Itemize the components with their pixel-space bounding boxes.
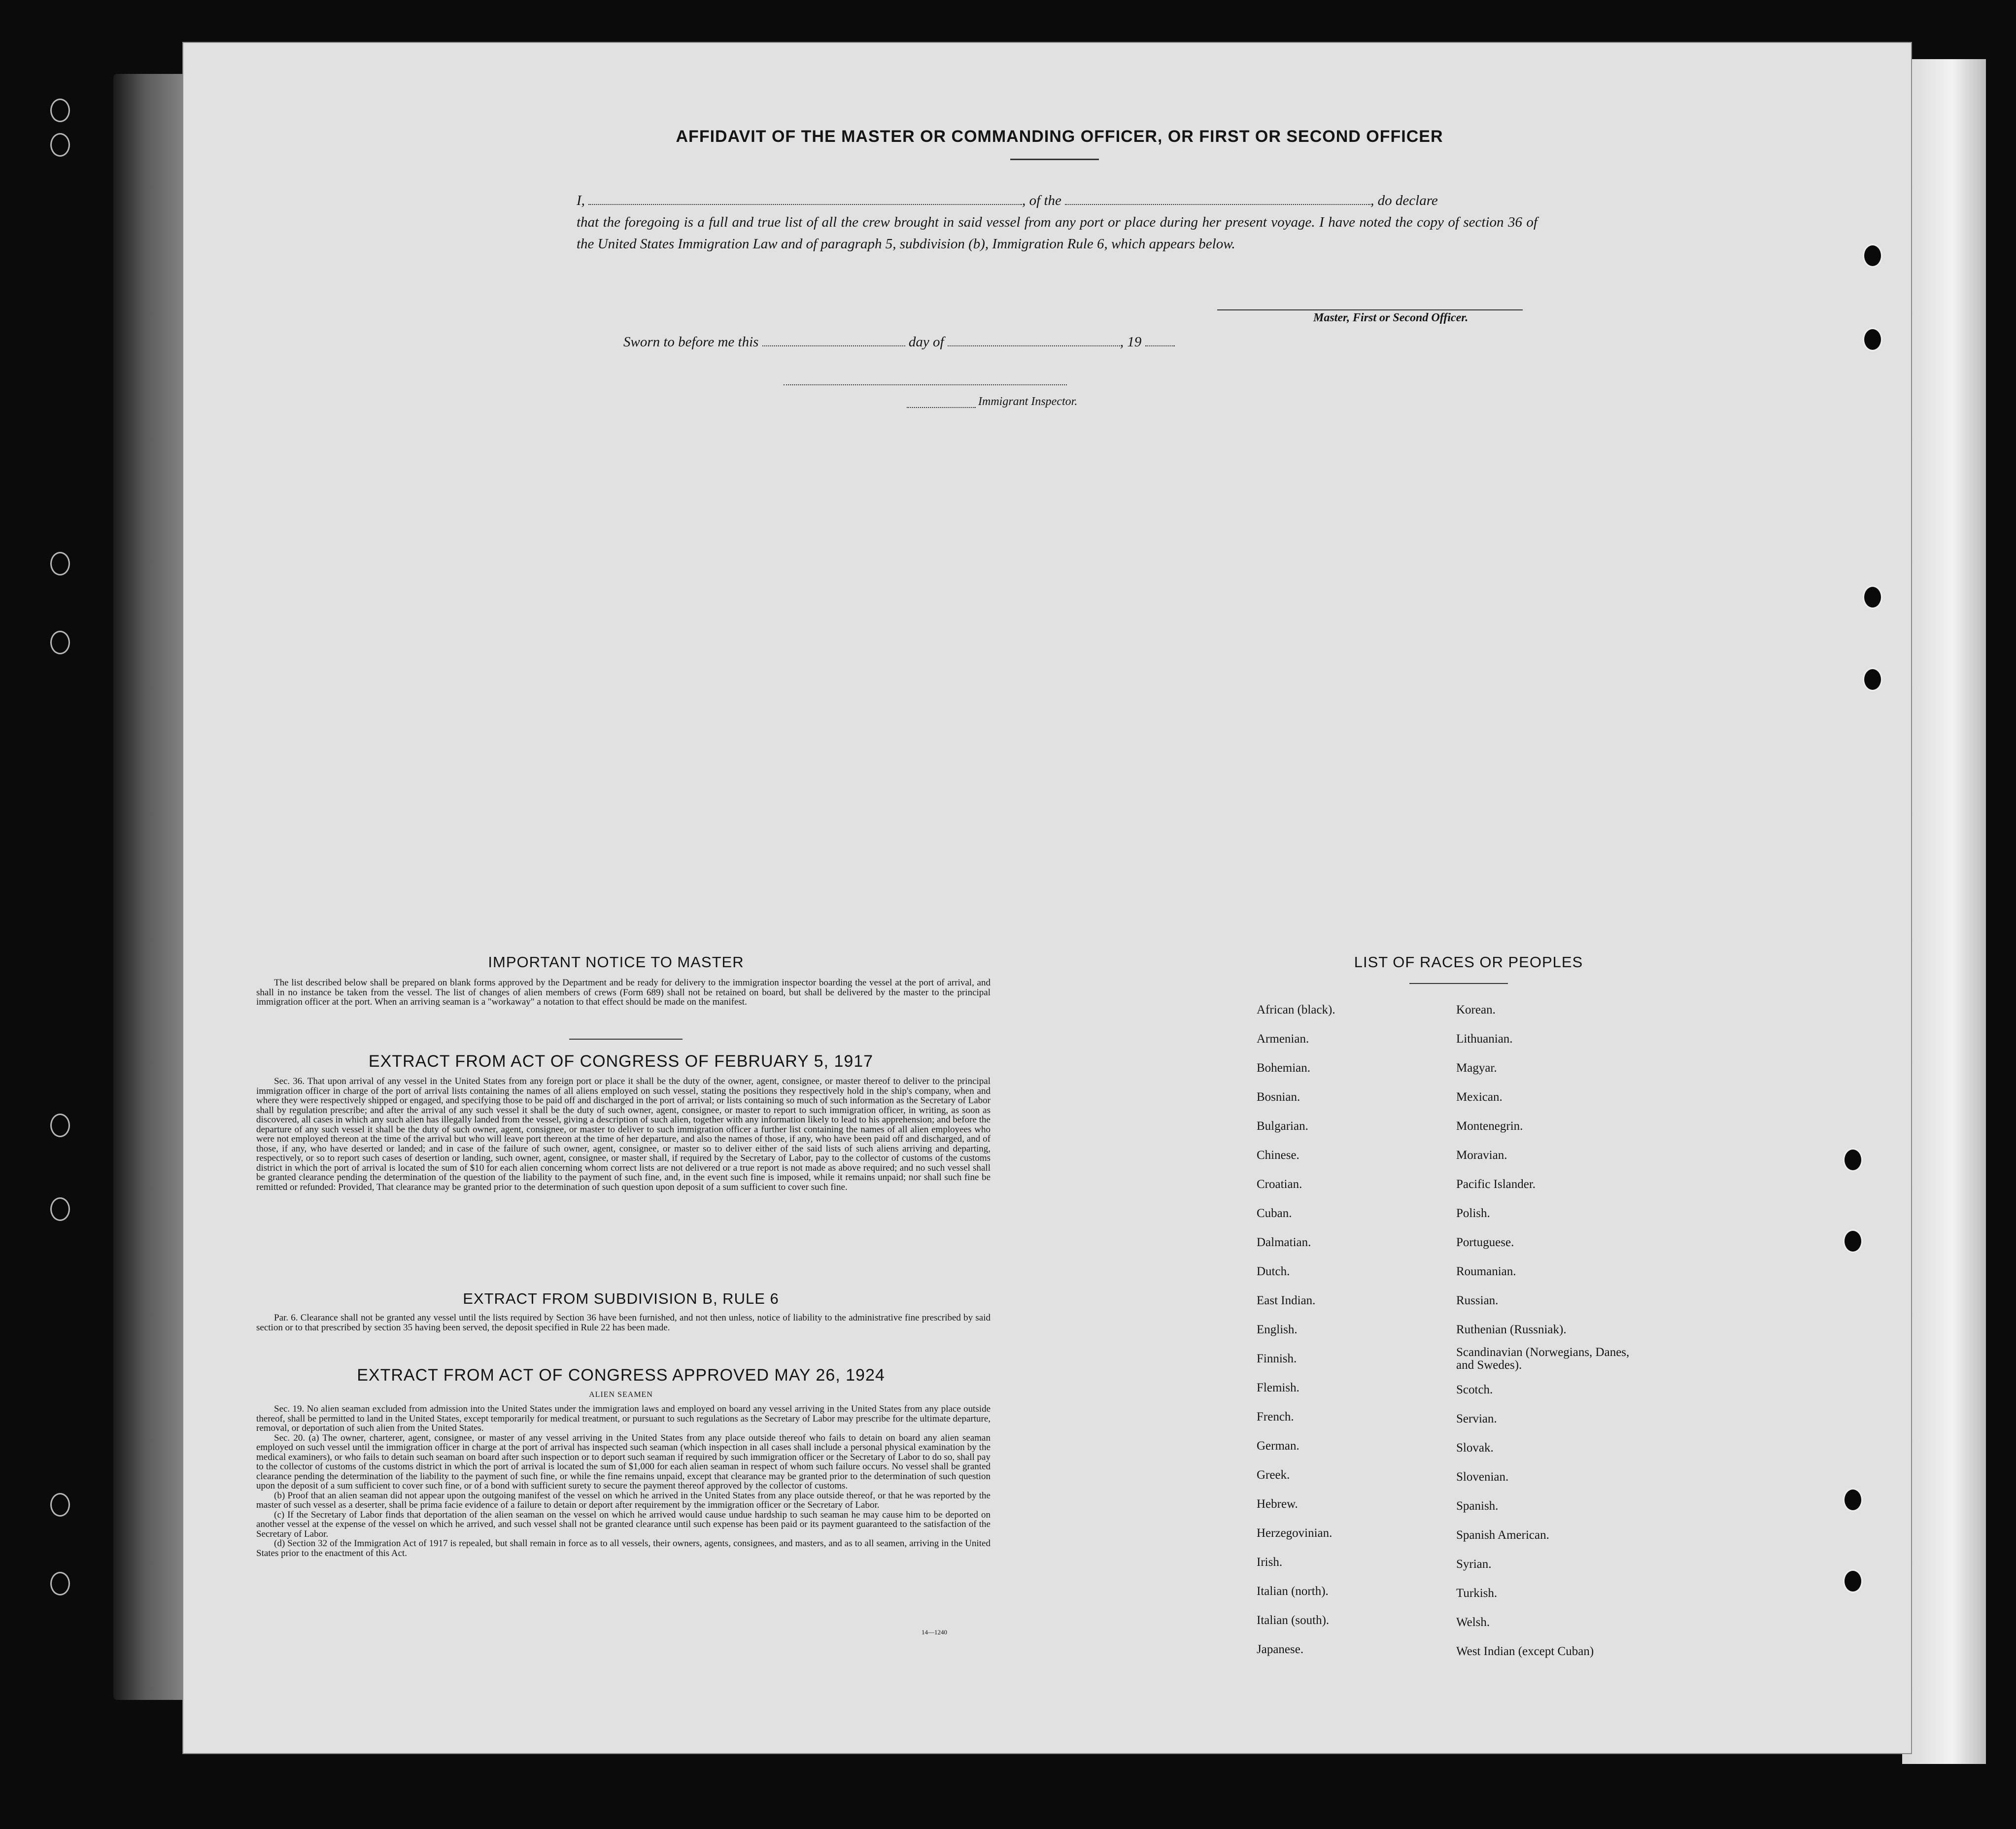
race-item: West Indian (except Cuban) — [1456, 1645, 1594, 1658]
race-item: Russian. — [1456, 1294, 1499, 1307]
race-item: Moravian. — [1456, 1149, 1507, 1162]
underlying-sheet-edge — [1902, 59, 1986, 1764]
inspector-caption: Immigrant Inspector. — [978, 395, 1078, 408]
sworn-label: Sworn to before me this — [623, 334, 759, 350]
punch-hole — [50, 1114, 70, 1137]
form-number: 14—1240 — [922, 1628, 947, 1636]
race-item: Lithuanian. — [1456, 1032, 1513, 1046]
race-item: Spanish. — [1456, 1499, 1499, 1513]
race-item: Hebrew. — [1257, 1497, 1298, 1511]
punch-hole — [50, 1197, 70, 1221]
race-item: Armenian. — [1257, 1032, 1309, 1046]
officer-name-field[interactable] — [588, 204, 1022, 205]
race-item: Japanese. — [1257, 1643, 1304, 1656]
punch-hole — [1863, 244, 1882, 268]
race-item: Croatian. — [1257, 1178, 1302, 1191]
day-of-label: day of — [908, 334, 944, 350]
race-item: African (black). — [1257, 1003, 1335, 1016]
race-item: East Indian. — [1257, 1294, 1316, 1307]
affidavit-title: AFFIDAVIT OF THE MASTER OR COMMANDING OFFICER, OR FIRST OR SECOND OFFICER — [676, 127, 1443, 146]
punch-hole — [50, 1493, 70, 1517]
punch-hole — [50, 133, 70, 157]
extract-1924-title: EXTRACT FROM ACT OF CONGRESS APPROVED MAY 26, 1924 — [357, 1366, 885, 1385]
race-item: Dalmatian. — [1257, 1236, 1311, 1249]
punch-hole — [1843, 1148, 1863, 1172]
races-title: LIST OF RACES OR PEOPLES — [1354, 953, 1583, 971]
affidavit-declaration-line — [577, 190, 1538, 211]
vessel-name-field[interactable] — [1065, 204, 1370, 205]
race-item: English. — [1257, 1323, 1298, 1336]
affidavit-body: that the foregoing is a full and true list of all the crew brought in said vessel from any port or place during her present voyage. I have noted the copy of section 36 of the United States Immigration Law and of paragraph 5, subdivision (b), Immigration Rule 6, which appears below. — [577, 214, 1538, 252]
race-item: Dutch. — [1257, 1265, 1290, 1278]
affidavit-title-rule — [1010, 159, 1099, 160]
master-signature-line[interactable] — [1217, 309, 1523, 310]
race-item: Polish. — [1456, 1207, 1490, 1220]
race-item: Portuguese. — [1456, 1236, 1514, 1249]
punch-hole — [1843, 1569, 1863, 1593]
affidavit-do-declare: , do declare — [1370, 193, 1438, 208]
race-item: Herzegovinian. — [1257, 1526, 1333, 1540]
extract-1924-body — [256, 1404, 991, 1558]
race-item: German. — [1257, 1439, 1299, 1453]
race-item: Greek. — [1257, 1468, 1290, 1482]
inspector-signature-line[interactable] — [784, 384, 1067, 385]
race-item: Turkish. — [1456, 1587, 1498, 1600]
scanner-edge-left — [113, 74, 192, 1700]
sec19-text: Sec. 19. No alien seaman excluded from admission into the United States under the immigration laws and employed on board any vessel arriving in the United States from any place outside thereof, shall be permitted to land in the United States, except temporarily for medical treatment, or pursuant to such regulations as the Secretary of Labor may prescribe for the ultimate departure, removal, or deportation of such alien from the United States. — [256, 1404, 991, 1433]
affidavit-of-the: , of the — [1022, 193, 1061, 208]
notice-text: The list described below shall be prepared on blank forms approved by the Department and be ready for delivery to the immigration inspector boarding the vessel at the port of arrival, and shall in no instance be taken from the vessel. The list of changes of alien members of crews (Form 689) shall not be retained on board, but shall be delivered by the master to the principal immigration officer at the port. When an arriving seaman is a "workaway" a notation to that effect should be made on the manifest. — [256, 978, 991, 1007]
races-left-column — [1257, 995, 1419, 1664]
race-item: Bulgarian. — [1257, 1119, 1308, 1133]
punch-hole — [1843, 1229, 1863, 1253]
race-item: Finnish. — [1257, 1352, 1297, 1365]
race-item: Italian (north). — [1257, 1585, 1329, 1598]
race-item: Roumanian. — [1456, 1265, 1516, 1278]
race-item: Scotch. — [1456, 1383, 1493, 1396]
inspector-signature-underline — [907, 407, 976, 408]
notice-rule — [569, 1039, 683, 1040]
extract-1917-text: Sec. 36. That upon arrival of any vessel in the United States from any foreign port or place it shall be the duty of the owner, agent, consignee, or master thereof to deliver to the principal immigration officer in charge of the port of arrival lists containing the names of all aliens employed on such vessel, stating the positions they respectively hold in the ship's company, when and where they were respectively shipped or engaged, and specifying those to be paid off and discharged in the port of arrival; or lists containing so much of such information as the Secretary of Labor shall by regulation prescribe; and after the arrival of any such vessel it shall be the duty of such owner, agent, consignee, or master to report to such immigration officer, in writing, as soon as discovered, all cases in which any such alien has illegally landed from the vessel, giving a description of such alien, together with any information likely to lead to his apprehension; and before the departure of any such vessel it shall be the duty of such owner, agent, consignee, or master to deliver to such immigration officer a further list containing the names of all alien employees who were not employed thereon at the time of the arrival but who will leave port thereon at the time of her departure, and also the names of those, if any, who have been paid off and discharged, and of those, if any, who have deserted or landed; and in case of the failure of such owner, agent, consignee, or master so to deliver either of the said lists of such aliens arriving and departing, respectively, or so to report such cases of desertion or landing, such owner, agent, consignee, or master shall, if required by the Secretary of Labor, pay to the collector of customs of the customs district in which the port of arrival is located the sum of $10 for each alien concerning whom correct lists are not delivered or a true report is not made as above required; and no such vessel shall be granted clearance pending the determination of the question of the liability to the payment of such fine, and, in the event such fine is imposed, while it remains unpaid; nor shall such fine be remitted or refunded: Provided, That clearance may be granted prior to the determination of such question upon deposit of a sum sufficient to cover such fine. — [256, 1076, 991, 1192]
race-item: Syrian. — [1456, 1558, 1492, 1571]
race-item: Irish. — [1257, 1556, 1283, 1569]
year-prefix: , 19 — [1120, 334, 1142, 350]
race-item: Flemish. — [1257, 1381, 1299, 1394]
affidavit-text — [577, 190, 1538, 255]
race-item: Slovenian. — [1456, 1470, 1509, 1484]
race-item: Montenegrin. — [1456, 1119, 1523, 1133]
punch-hole — [1863, 328, 1882, 351]
race-item: Scandinavian (Norwegians, Danes, and Swedes). — [1456, 1346, 1630, 1372]
affidavit-i-label: I, — [577, 193, 585, 208]
extract-1917-title: EXTRACT FROM ACT OF CONGRESS OF FEBRUARY 5, 1917 — [368, 1052, 874, 1071]
race-item: Pacific Islander. — [1456, 1178, 1536, 1191]
punch-hole — [1863, 668, 1882, 691]
extract-1924-subtitle: ALIEN SEAMEN — [589, 1390, 653, 1399]
race-item: Bosnian. — [1257, 1090, 1300, 1104]
punch-hole — [1863, 585, 1882, 609]
sworn-line — [623, 331, 1363, 353]
extract-rule6-title: EXTRACT FROM SUBDIVISION B, RULE 6 — [463, 1290, 779, 1307]
punch-hole — [50, 552, 70, 576]
sworn-month-field[interactable] — [948, 345, 1120, 346]
races-right-column — [1456, 995, 1663, 1666]
races-title-rule — [1409, 983, 1508, 984]
race-item: Cuban. — [1257, 1207, 1292, 1220]
sec20d-text: (d) Section 32 of the Immigration Act of 1917 is repealed, but shall remain in force as to all vessels, their owners, agents, consignees, and masters, and as to all seamen, arriving in the United States prior to the enactment of this Act. — [256, 1538, 991, 1558]
sec20c-text: (c) If the Secretary of Labor finds that deportation of the alien seaman on the vessel on which he arrived would cause undue hardship to such seaman he may cause him to be deported on another vessel at the expense of the vessel on which he arrived, and such vessel shall not be granted clearance until such expense has been paid or its payment guaranteed to the satisfaction of the Secretary of Labor. — [256, 1509, 991, 1539]
race-item: Slovak. — [1456, 1441, 1494, 1455]
race-item: Welsh. — [1456, 1616, 1490, 1629]
punch-hole — [50, 1572, 70, 1595]
race-item: Chinese. — [1257, 1149, 1299, 1162]
race-item: Bohemian. — [1257, 1061, 1311, 1075]
sworn-year-field[interactable] — [1145, 345, 1175, 346]
race-item: Mexican. — [1456, 1090, 1503, 1104]
sec20a-text: Sec. 20. (a) The owner, charterer, agent, consignee, or master of any vessel arriving in the United States from any place outside thereof who fails to detain on board any alien seaman employed on such vessel until the immigration officer in charge at the port of arrival has inspected such seaman (which inspection in all cases shall include a personal physical examination by the medical examiners), or who fails to detain such seaman on board after such inspection or to deport such seaman if required by such immigration officer or the Secretary of Labor to do so, shall pay to the collector of customs of the customs district in which the port of arrival is located the sum of $1,000 for each alien seaman in respect of whom such failure occurs. No vessel shall be granted clearance pending the determination of the liability to the payment of such fine, or while the fine remains unpaid, except that clearance may be granted prior to the determination of such question upon the deposit of a sum sufficient to cover such fine, or of a bond with sufficient surety to secure the payment thereof approved by the collector of customs. — [256, 1432, 991, 1491]
race-item: Korean. — [1456, 1003, 1496, 1016]
punch-hole — [50, 99, 70, 122]
race-item: Servian. — [1456, 1412, 1497, 1425]
master-signature-caption: Master, First or Second Officer. — [1313, 311, 1469, 324]
punch-hole — [50, 631, 70, 654]
sworn-day-field[interactable] — [762, 345, 905, 346]
punch-hole — [1843, 1488, 1863, 1512]
notice-title: IMPORTANT NOTICE TO MASTER — [488, 953, 744, 971]
race-item: Italian (south). — [1257, 1614, 1330, 1627]
race-item: Magyar. — [1456, 1061, 1497, 1075]
sec20b-text: (b) Proof that an alien seaman did not appear upon the outgoing manifest of the vessel on which he arrived in the United States from any place outside thereof, or that he was reported by the master of such vessel as a deserter, shall be prima facie evidence of a failure to detain or deport after requirement by the immigration officer or the Secretary of Labor. — [256, 1490, 991, 1510]
race-item: Ruthenian (Russniak). — [1456, 1323, 1567, 1336]
extract-rule6-text: Par. 6. Clearance shall not be granted any vessel until the lists required by Section 36 have been furnished, and not then unless, notice of liability to the administrative fine prescribed by said section or to that prescribed by section 35 having been served, the deposit specified in Rule 22 has been made. — [256, 1313, 991, 1333]
race-item: Spanish American. — [1456, 1528, 1549, 1542]
race-item: French. — [1257, 1410, 1294, 1423]
